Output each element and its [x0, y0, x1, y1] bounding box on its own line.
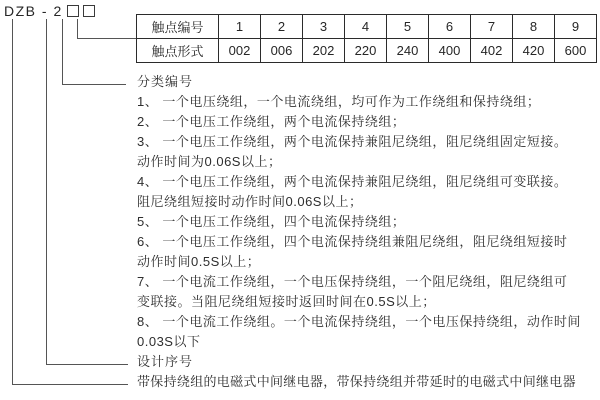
contact-table	[136, 14, 597, 63]
classification-line: 变联接。当阻尼绕组短接时返回时间在0.5S以上；	[137, 294, 436, 309]
contact-number-cell: 9	[554, 15, 596, 38]
contact-form-cell: 006	[260, 39, 302, 62]
placeholder-box-contact-form	[83, 5, 95, 17]
contact-number-cell: 4	[344, 15, 386, 38]
contact-form-cell: 202	[302, 39, 344, 62]
contact-number-row-label: 触点编号	[151, 20, 204, 35]
contact-form-cell: 402	[470, 39, 512, 62]
classification-line: 阻尼绕组短接时动作时间0.06S以上；	[137, 194, 363, 209]
classification-line: 8、 一个电流工作绕组。一个电流保持绕组，一个电压保持绕组，动作时间	[137, 314, 581, 329]
classification-line: 6、 一个电压工作绕组，四个电流保持绕组兼阻尼绕组，阻尼绕组短接时	[137, 234, 568, 249]
relay-description: 带保持绕组的电磁式中间继电器，带保持绕组并带延时的电磁式中间继电器	[137, 374, 576, 389]
leader-line-design-serial-vertical	[46, 19, 47, 365]
contact-form-cell: 420	[512, 39, 554, 62]
contact-number-cell: 7	[470, 15, 512, 38]
contact-form-cell: 240	[386, 39, 428, 62]
classification-line: 4、 一个电压工作绕组，两个电流保持兼阻尼绕组，阻尼绕组可变联接。	[137, 174, 568, 189]
text-block	[137, 72, 581, 392]
contact-number-cell: 8	[512, 15, 554, 38]
leader-line-design-serial-horizontal	[46, 364, 128, 365]
classification-line: 0.03S以下	[137, 334, 201, 349]
contact-number-cells	[218, 15, 596, 38]
design-serial-label: 设计序号	[137, 354, 194, 369]
leader-line-contact-table-horizontal	[77, 38, 136, 39]
contact-form-cells	[218, 39, 596, 62]
leader-line-classification-horizontal	[62, 84, 126, 85]
placeholder-box-classification	[67, 5, 79, 17]
classification-line: 动作时间为0.06S以上；	[137, 154, 282, 169]
contact-number-row	[137, 15, 596, 38]
contact-form-row	[137, 38, 596, 62]
leader-line-classification-vertical	[62, 19, 63, 85]
contact-number-cell: 3	[302, 15, 344, 38]
contact-number-cell: 2	[260, 15, 302, 38]
model-code-text: DZB - 2	[4, 3, 63, 19]
leader-line-relay-type-horizontal	[12, 384, 128, 385]
classification-line: 3、 一个电压工作绕组，两个电流保持兼阻尼绕组，阻尼绕组固定短接。	[137, 134, 568, 149]
contact-number-cell: 6	[428, 15, 470, 38]
classification-lines	[137, 92, 581, 352]
leader-line-relay-type-vertical	[12, 19, 13, 385]
contact-form-cell: 002	[218, 39, 260, 62]
classification-line: 5、 一个电压工作绕组，四个电流保持绕组；	[137, 214, 406, 229]
classification-line: 1、 一个电压绕组，一个电流绕组，均可作为工作绕组和保持绕组；	[137, 94, 541, 109]
classification-line: 7、 一个电流工作绕组，一个电压保持绕组，一个阻尼绕组，阻尼绕组可	[137, 274, 568, 289]
contact-form-row-label: 触点形式	[151, 44, 204, 59]
contact-form-cell: 600	[554, 39, 596, 62]
classification-label: 分类编号	[137, 74, 194, 89]
model-code	[4, 3, 95, 19]
contact-number-cell: 1	[218, 15, 260, 38]
classification-line: 2、 一个电压工作绕组，两个电流保持绕组；	[137, 114, 406, 129]
contact-number-cell: 5	[386, 15, 428, 38]
classification-line: 动作时间0.5S以上；	[137, 254, 261, 269]
contact-form-cell: 220	[344, 39, 386, 62]
contact-form-cell: 400	[428, 39, 470, 62]
leader-line-contact-table-vertical	[77, 19, 78, 39]
